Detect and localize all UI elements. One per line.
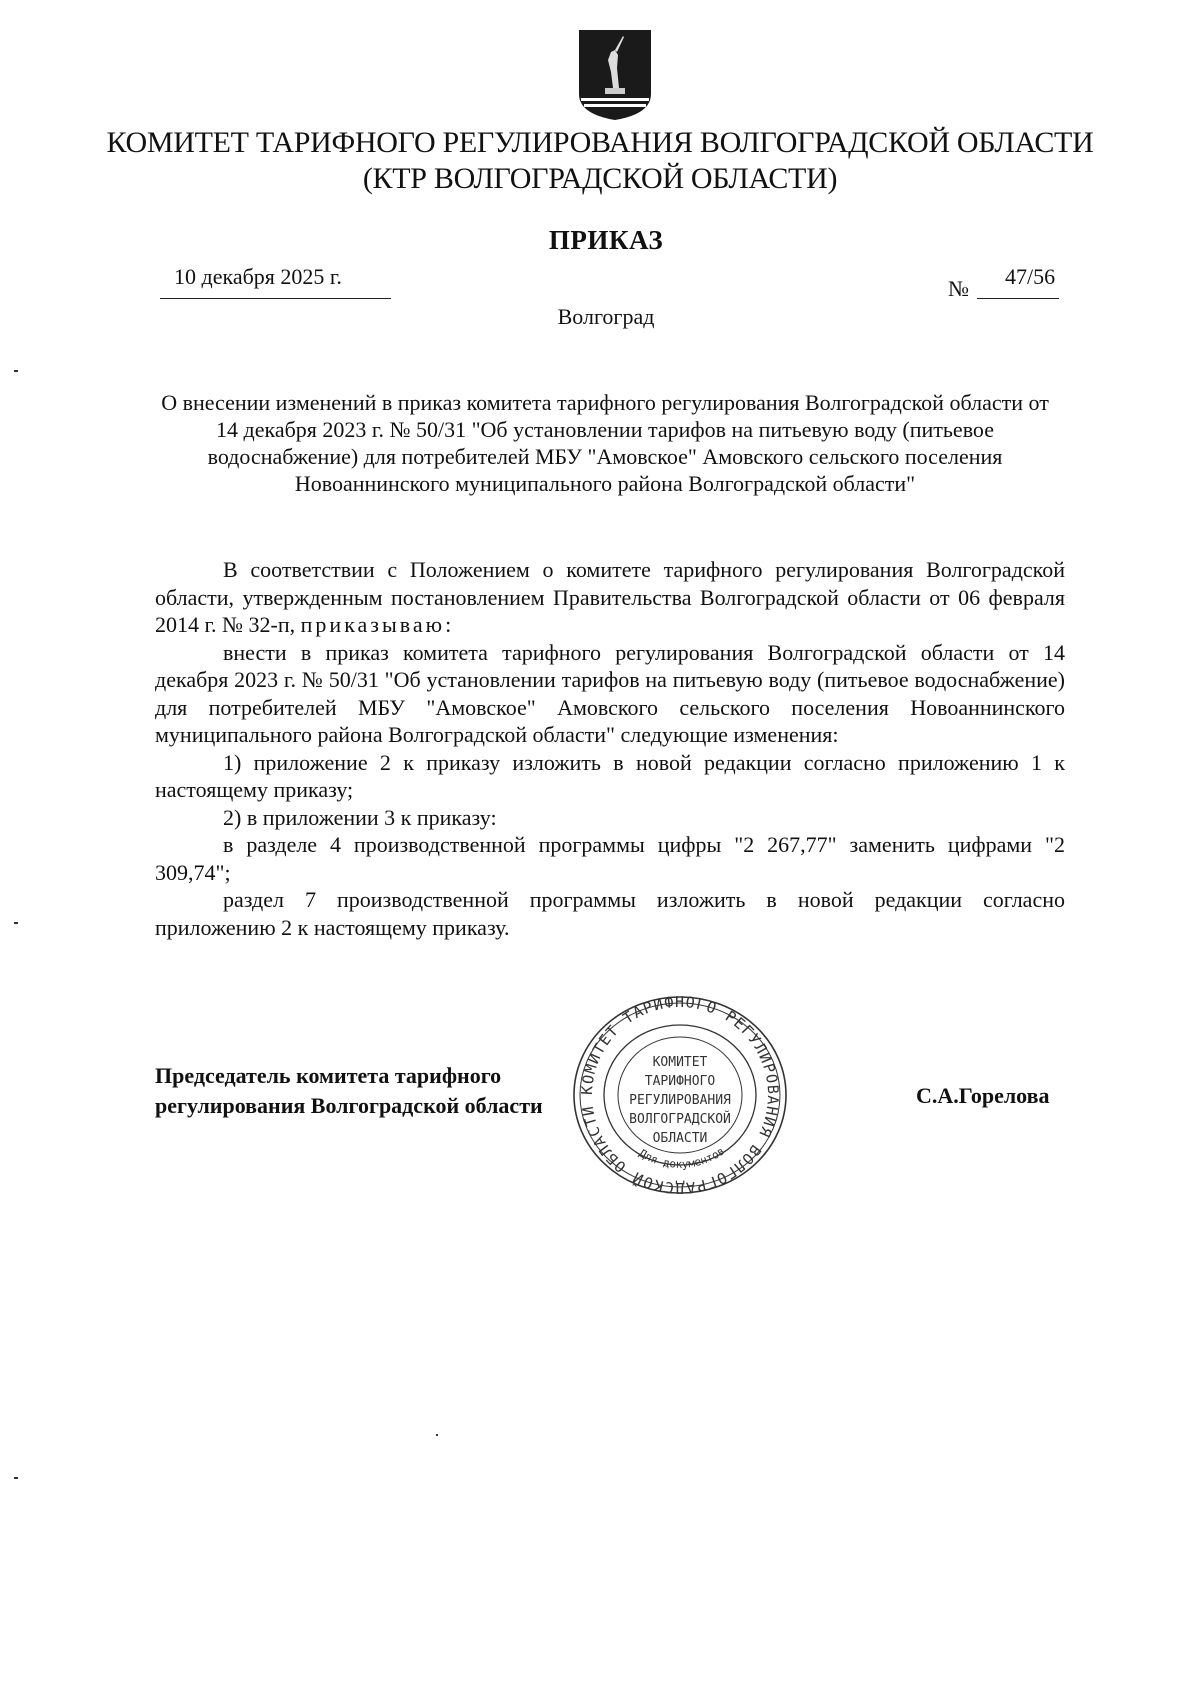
body-paragraph-3: 2) в приложении 3 к приказу: [223, 804, 497, 830]
signatory-title [155, 1061, 543, 1121]
order-word: приказываю: [300, 612, 455, 637]
scan-mark [14, 1477, 18, 1479]
official-seal [565, 990, 795, 1200]
organization-name: КОМИТЕТ ТАРИФНОГО РЕГУЛИРОВАНИЯ ВОЛГОГРАДСКОЙ ОБЛАСТИ [106, 126, 1094, 159]
seal-center-line: РЕГУЛИРОВАНИЯ [629, 1093, 731, 1108]
volgograd-emblem-icon [575, 28, 655, 122]
body-paragraph-4: в разделе 4 производственной программы цифры "2 267,77" заменить цифрами "2 309,74"; [155, 832, 1065, 885]
document-subject: О внесении изменений в приказ комитета тарифного регулирования Волгоградской области от 14 декабря 2023 г. № 50/31 "Об установлении тарифов на питьевую воду (питьевое водоснабжение) для потребителей МБУ "Амовское" Амовского сельского поселения Новоаннинского муниципального района Волгоградской области" [161, 390, 1049, 496]
body-paragraph-1: внести в приказ комитета тарифного регулирования Волгоградской области от 14 декабря 2023 г. № 50/31 "Об установлении тарифов на питьевую воду (питьевое водоснабжение) для потребителей МБУ "Амовское" Амовского сельского поселения Новоаннинского муниципального района Волгоградской области" следующие изменения: [155, 639, 1065, 747]
document-city: Волгоград [557, 304, 655, 329]
seal-center-line: КОМИТЕТ [652, 1055, 708, 1070]
preamble-text: В соответствии с Положением о комитете тарифного регулирования Волгоградской области, утвержденным постановлением Правительства Волгоградской области от 06 февраля 2014 г. № 32-п, [155, 557, 1065, 637]
document-number: 47/56 [1005, 264, 1056, 289]
date-underline [160, 298, 391, 299]
body-paragraph-5: раздел 7 производственной программы изложить в новой редакции согласно приложению 2 к настоящему приказу. [155, 887, 1065, 940]
body-paragraph-2: 1) приложение 2 к приказу изложить в новой редакции согласно приложению 1 к настоящему приказу; [155, 749, 1065, 802]
document-body [155, 556, 1065, 941]
seal-center-line: ОБЛАСТИ [652, 1131, 708, 1146]
number-underline [977, 298, 1059, 299]
seal-center-text [629, 1055, 731, 1146]
seal-ring-text: КОМИТЕТ ТАРИФНОГО РЕГУЛИРОВАНИЯ ВОЛГОГРАДСКОЙ ОБЛАСТИ [577, 992, 783, 1198]
preamble-paragraph [155, 556, 1065, 639]
document-type: ПРИКАЗ [548, 225, 664, 255]
signatory-name: С.А.Горелова [916, 1083, 1050, 1108]
signatory-title-line1: Председатель комитета тарифного [155, 1063, 502, 1088]
scan-mark [436, 1434, 438, 1436]
seal-center-line: ВОЛГОГРАДСКОЙ [629, 1112, 731, 1127]
seal-center-line: ТАРИФНОГО [644, 1074, 716, 1089]
signatory-title-line2: регулирования Волгоградской области [155, 1093, 543, 1118]
number-sign: № [948, 276, 969, 301]
seal-inner-text: Для документов [636, 1144, 728, 1171]
scan-mark [14, 922, 18, 924]
organization-short-name: (КТР ВОЛГОГРАДСКОЙ ОБЛАСТИ) [362, 162, 838, 195]
document-date: 10 декабря 2025 г. [174, 264, 342, 289]
scan-mark [14, 370, 18, 372]
